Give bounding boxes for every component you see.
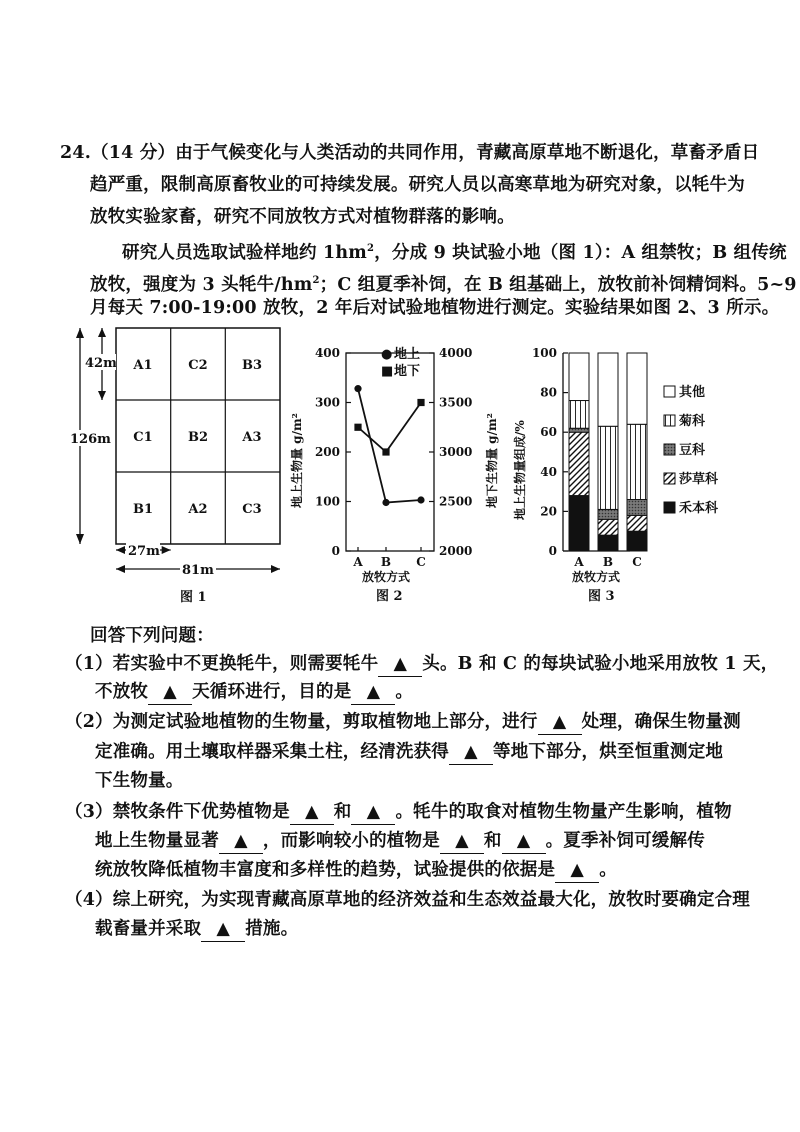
q2-blank-2[interactable]: ▲ (449, 740, 493, 765)
plot-cell-B3: B3 (241, 358, 263, 373)
fig3-ytick-label: 80 (540, 385, 557, 400)
fig3-xtick-label: C (632, 555, 642, 569)
p2-text-1b: ，分成 9 块试验小地（图 1）：A 组禁牧；B 组传统 (374, 242, 787, 263)
question-score: （14 分） (91, 143, 176, 163)
q1-blank-1[interactable]: ▲ (378, 652, 422, 677)
dim-arrow-left (116, 565, 125, 573)
fig2-ytick-label: 0 (331, 544, 340, 558)
fig3-legend-label: 禾本科 (679, 501, 719, 516)
plot-cell-A2: A2 (188, 502, 208, 517)
q1-line-1 (65, 652, 778, 677)
fig3-legend-swatch (664, 386, 675, 397)
intro-text-1: 由于气候变化与人类活动的共同作用，青藏高原草地不断退化，草畜矛盾日 (175, 143, 760, 163)
fig2-legend (381, 346, 420, 379)
p2-sup-2: 2 (312, 275, 320, 286)
fig3-ytick-label: 100 (531, 346, 557, 360)
q3-line-1 (65, 800, 732, 825)
fig3-bar-segment (569, 432, 589, 495)
fig3-bar-segment (627, 531, 647, 551)
q3-blank-1[interactable]: ▲ (290, 800, 334, 825)
q2-line-3: 下生物量。 (95, 771, 184, 791)
fig3-bar-segment (569, 496, 589, 551)
figure-1-svg (68, 320, 288, 610)
q3-text-g: 。夏季补饲可缓解传 (545, 831, 705, 851)
q3-blank-3[interactable]: ▲ (219, 829, 263, 854)
fig3-bar-segment (627, 515, 647, 531)
q4-line-2 (95, 917, 298, 942)
q3-text-f: 和 (483, 831, 502, 851)
dim-cell-arrow-right (162, 546, 171, 554)
fig2-ytick-label: 400 (314, 346, 340, 360)
fig2-x-axis (352, 547, 425, 569)
fig3-legend-label: 莎草科 (679, 472, 719, 487)
q2-line-1 (65, 710, 741, 735)
q1-text-c: 不放牧 (95, 682, 149, 702)
q1-line-2 (95, 680, 413, 705)
dim-cell-arrow-up (98, 328, 106, 337)
q1-text-e: 。 (395, 682, 414, 702)
question-line-4 (122, 237, 787, 265)
fig2-point-above-ground (354, 385, 361, 392)
fig2-xtick-label: A (353, 555, 363, 569)
fig3-xlabel: 放牧方式 (572, 570, 621, 584)
fig3-bar-segment (569, 428, 589, 432)
q4-text-b: 载畜量并采取 (95, 919, 202, 939)
fig2-legend-label-1: 地下 (394, 364, 421, 379)
fig3-legend-label: 豆科 (679, 443, 706, 458)
fig3-bar-segment (569, 401, 589, 429)
q1-text-b: 头。B 和 C 的每块试验小地采用放牧 1 天， (422, 654, 779, 674)
fig2-frame (346, 353, 434, 551)
q2-text-c: 定准确。用土壤取样器采集土柱，经清洗获得 (95, 742, 449, 762)
fig3-ylabel: 地上生物量组成/% (513, 420, 527, 520)
q3-text-h: 统放牧降低植物丰富度和多样性的趋势，试验提供的依据是 (95, 860, 556, 880)
fig3-xtick-label: B (602, 555, 614, 569)
q1-text-a: （1）若实验中不更换牦牛，则需要牦牛 (65, 654, 379, 674)
fig2-ylabel: 地上生物量 g/m² (290, 413, 304, 508)
fig2-point-above-ground (382, 499, 389, 506)
q3-blank-4[interactable]: ▲ (440, 829, 484, 854)
fig2-xtick-label: B (380, 555, 392, 569)
q3-text-e: ，而影响较小的植物是 (262, 831, 440, 851)
q1-text-d: 天循环进行，目的是 (192, 682, 352, 702)
plot-cell-B1: B1 (132, 502, 154, 517)
q3-text-a: （3）禁牧条件下优势植物是 (65, 802, 290, 822)
q3-line-3 (95, 858, 617, 883)
fig3-bar-segment (598, 509, 618, 519)
fig3-bar-segment (627, 353, 647, 424)
q2-text-d: 等地下部分，烘至恒重测定地 (493, 742, 724, 762)
question-line-5 (90, 269, 797, 297)
q1-blank-2[interactable]: ▲ (148, 680, 192, 705)
fig2-xlabel: 放牧方式 (362, 570, 411, 584)
q4-blank-1[interactable]: ▲ (201, 917, 245, 942)
fig2-legend-marker-1: ■ (381, 364, 394, 379)
fig3-ytick-label: 40 (540, 464, 557, 479)
dim-arrow-down (76, 534, 84, 544)
fig3-bar-segment (627, 500, 647, 516)
plot-cell-A1: A1 (133, 358, 153, 373)
q3-blank-5[interactable]: ▲ (502, 829, 546, 854)
q2-line-2 (95, 740, 723, 765)
fig3-bar-segment (598, 426, 618, 509)
plot-cell-C2: C2 (188, 358, 208, 373)
figure-2 (286, 338, 508, 612)
fig3-ytick-label: 20 (540, 504, 557, 519)
fig2-point-below-ground (382, 448, 389, 455)
q2-blank-1[interactable]: ▲ (538, 710, 582, 735)
q4-text-c: 措施。 (245, 919, 299, 939)
figure-3 (508, 338, 740, 612)
fig2-point-below-ground (417, 399, 424, 406)
fig2-ytick-label: 100 (314, 494, 340, 509)
dim-total-w-label: 81m (182, 563, 214, 578)
fig2-legend-label-0: 地上 (394, 347, 421, 362)
dim-cell-h-label: 42m (85, 356, 117, 371)
plot-cell-C3: C3 (242, 502, 262, 517)
fig3-bar-segment (598, 519, 618, 535)
dim-total-h-label: 126m (70, 432, 111, 447)
q3-text-c: 。牦牛的取食对植物生物量产生影响，植物 (395, 802, 732, 822)
question-number: 24. (60, 143, 92, 163)
fig3-xtick-label: A (574, 555, 584, 569)
figure-3-svg (508, 338, 740, 608)
fig3-bar-segment (569, 353, 589, 401)
fig3-legend-swatch (664, 415, 675, 426)
fig2-xtick-label: C (416, 555, 426, 569)
fig2-right-axis (429, 346, 472, 558)
fig2-series (354, 385, 424, 506)
fig3-x-ticks (573, 555, 641, 569)
figure-1-caption: 图 1 (180, 590, 207, 605)
q4-line-1: （4）综上研究，为实现青藏高原草地的经济效益和生态效益最大化，放牧时要确定合理 (65, 890, 750, 910)
fig3-legend-label: 菊科 (679, 414, 706, 429)
p2-text-2b: ；C 组夏季补饲，在 B 组基础上，放牧前补饲精饲料。5~9 (319, 274, 797, 295)
fig2-legend-marker-0: ● (381, 347, 393, 362)
q3-line-2 (95, 829, 705, 854)
question-line-2: 趋严重，限制高原畜牧业的可持续发展。研究人员以高寒草地为研究对象，以牦牛为 (90, 175, 745, 195)
fig3-legend-swatch (664, 473, 675, 484)
fig2-ytick-label: 200 (314, 445, 340, 459)
q3-text-i: 。 (599, 860, 617, 880)
fig2-ytick-label: 300 (314, 395, 340, 410)
fig3-ytick-label: 0 (548, 544, 557, 558)
q3-blank-2[interactable]: ▲ (351, 800, 395, 825)
fig3-bar-segment (627, 424, 647, 499)
q2-text-b: 处理，确保生物量测 (581, 712, 741, 732)
plot-cell-C1: C1 (133, 430, 153, 445)
fig3-legend (664, 384, 719, 516)
p2-sup-1: 2 (367, 243, 375, 254)
fig2-y2tick-label: 2000 (439, 544, 473, 558)
fig2-point-below-ground (354, 424, 361, 431)
q3-blank-6[interactable]: ▲ (555, 858, 599, 883)
p2-text-2a: 放牧，强度为 3 头牦牛/hm (90, 274, 313, 295)
answers-heading: 回答下列问题： (90, 626, 214, 646)
fig3-bar-segment (598, 535, 618, 551)
fig3-legend-swatch (664, 502, 675, 513)
dim-cell-w-label: 27m (128, 544, 160, 559)
fig3-bars (569, 353, 647, 551)
fig3-ytick-label: 60 (540, 425, 557, 440)
fig3-legend-label: 其他 (679, 385, 706, 400)
dim-cell-arrow-down (98, 391, 106, 400)
q3-text-d: 地上生物量显著 (95, 831, 219, 851)
plot-cell-B2: B2 (187, 430, 209, 445)
dim-arrow-right (271, 565, 280, 573)
dim-cell-arrow-left (116, 546, 125, 554)
fig2-ylabel2: 地下生物量 g/m² (485, 413, 499, 508)
fig2-caption: 图 2 (376, 589, 403, 604)
q3-text-b: 和 (333, 802, 352, 822)
question-line-3: 放牧实验家畜，研究不同放牧方式对植物群落的影响。 (90, 207, 515, 227)
fig3-bar-segment (598, 353, 618, 426)
p2-text-1a: 研究人员选取试验样地约 1hm (122, 242, 368, 263)
question-line-6: 月每天 7:00-19:00 放牧，2 年后对试验地植物进行测定。实验结果如图 2、3 所示。 (90, 298, 780, 318)
fig3-legend-swatch (664, 444, 675, 455)
fig2-point-above-ground (417, 496, 424, 503)
fig2-y2tick-label: 3500 (439, 395, 473, 410)
fig2-y2tick-label: 4000 (439, 346, 473, 360)
question-line-1 (60, 141, 759, 165)
figure-2-svg (286, 338, 508, 608)
fig3-caption: 图 3 (588, 589, 615, 604)
q2-text-a: （2）为测定试验地植物的生物量，剪取植物地上部分，进行 (65, 712, 538, 732)
fig2-y2tick-label: 2500 (439, 494, 473, 509)
q1-blank-3[interactable]: ▲ (351, 680, 395, 705)
fig2-y2tick-label: 3000 (439, 445, 473, 459)
plot-cell-A3: A3 (242, 430, 262, 445)
dim-arrow-up (76, 328, 84, 338)
figure-1 (68, 320, 288, 614)
